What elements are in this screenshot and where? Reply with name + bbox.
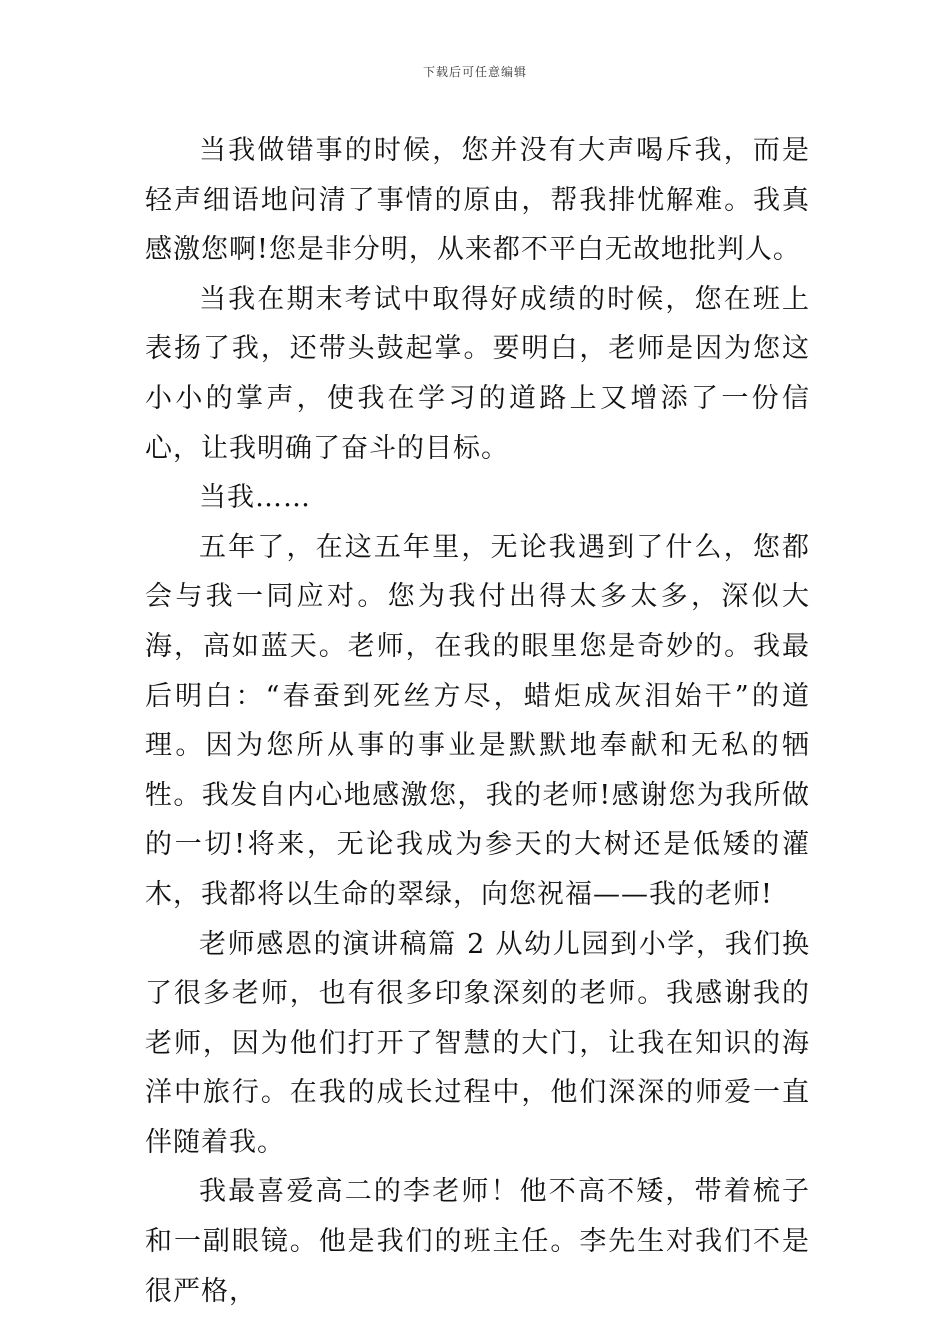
paragraph: 当我在期末考试中取得好成绩的时候，您在班上表扬了我，还带头鼓起掌。要明白，老师是因为您这小小的掌声，使我在学习的道路上又增添了一份信心，让我明确了奋斗的目标。 bbox=[145, 283, 810, 464]
page-header: 下载后可任意编辑 bbox=[422, 65, 527, 79]
paragraph: 我最喜爱高二的李老师！他不高不矮，带着梳子和一副眼镜。他是我们的班主任。李先生对我们不是很严格， bbox=[145, 1176, 810, 1307]
paragraph: 当我…… bbox=[199, 482, 311, 514]
paragraph: 当我做错事的时候，您并没有大声喝斥我，而是轻声细语地问清了事情的原由，帮我排忧解难。我真感激您啊!您是非分明，从来都不平白无故地批判人。 bbox=[145, 135, 810, 266]
document-body bbox=[145, 126, 810, 1316]
paragraph: 老师感恩的演讲稿篇 2 从幼儿园到小学，我们换了很多老师，也有很多印象深刻的老师。我感谢我的老师，因为他们打开了智慧的大门，让我在知识的海洋中旅行。在我的成长过程中，他们深深的师爱一直伴随着我。 bbox=[145, 928, 810, 1158]
paragraph: 五年了，在这五年里，无论我遇到了什么，您都会与我一同应对。您为我付出得太多太多，深似大海，高如蓝天。老师，在我的眼里您是奇妙的。我最后明白：“春蚕到死丝方尽，蜡炬成灰泪始干”的道理。因为您所从事的事业是默默地奉献和无私的牺牲。我发自内心地感激您，我的老师!感谢您为我所做的一切!将来，无论我成为参天的大树还是低矮的灌木，我都将以生命的翠绿，向您祝福——我的老师! bbox=[145, 531, 810, 910]
